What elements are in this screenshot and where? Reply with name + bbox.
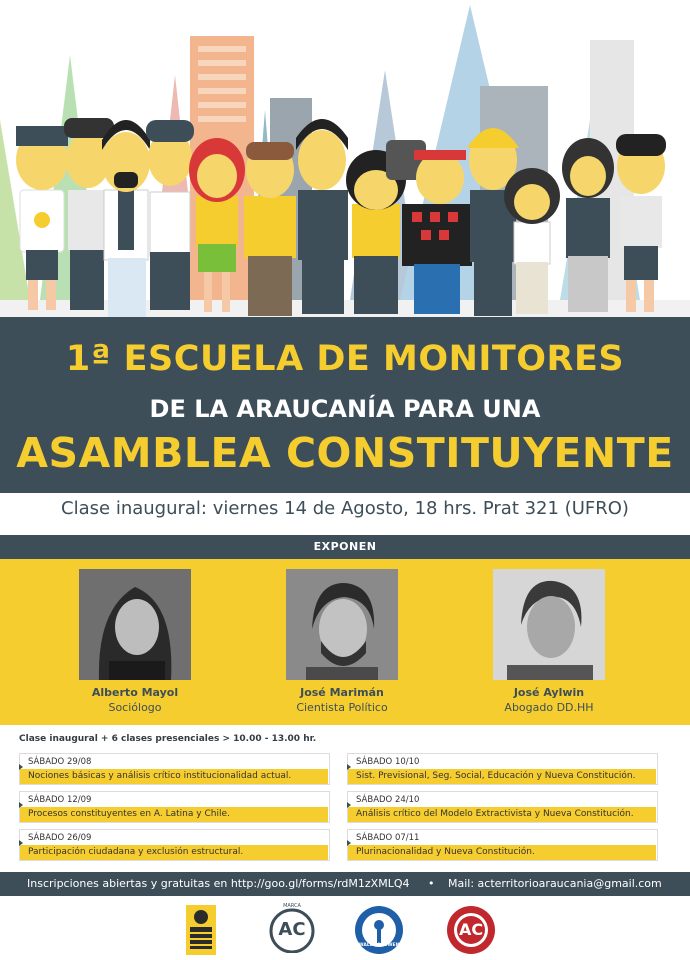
speaker-card: [55, 569, 215, 714]
speaker-card: [469, 569, 629, 714]
class-date: SÁBADO 29/08: [28, 757, 92, 767]
registration-link[interactable]: Inscripciones abiertas y gratuitas en http://goo.gl/forms/rdM1zXMLQ4: [27, 877, 410, 890]
contact-bar: [0, 872, 690, 896]
email-link[interactable]: Mail: acterritorioaraucania@gmail.com: [448, 877, 662, 890]
class-topic: Participación ciudadana y exclusión estructural.: [20, 845, 328, 860]
speaker-photo: [79, 569, 191, 680]
title-line-3: ASAMBLEA CONSTITUYENTE: [16, 429, 674, 477]
schedule-header: Clase inaugural + 6 clases presenciales > 10.00 - 13.00 hr.: [19, 734, 317, 744]
class-topic: Análisis crítico del Modelo Extractivista y Nueva Constitución.: [348, 807, 656, 822]
university-crest-logo: [186, 905, 216, 955]
speaker-photo: [286, 569, 398, 680]
class-date: SÁBADO 26/09: [28, 833, 92, 843]
schedule-section: [0, 725, 690, 872]
speaker-photo: [493, 569, 605, 680]
speaker-name: José Aylwin: [513, 686, 585, 699]
speaker-name: José Marimán: [300, 686, 384, 699]
title-line-1: 1ª ESCUELA DE MONITORES: [65, 339, 625, 379]
speaker-card: [262, 569, 422, 714]
class-date: SÁBADO 07/11: [356, 833, 420, 843]
speaker-role: Cientista Político: [296, 701, 388, 714]
speakers-section: [0, 559, 690, 725]
class-topic: Nociones básicas y análisis crítico institucionalidad actual.: [20, 769, 328, 784]
title-band: [0, 317, 690, 493]
class-topic: Procesos constituyentes en A. Latina y Chile.: [20, 807, 328, 822]
class-topic: Sist. Previsional, Seg. Social, Educación y Nueva Constitución.: [348, 769, 656, 784]
class-item: [347, 753, 658, 785]
speakers-header: EXPONEN: [0, 535, 690, 559]
class-item: [19, 791, 330, 823]
marca-ac-logo: [268, 905, 316, 953]
inaugural-class-info: Clase inaugural: viernes 14 de Agosto, 18 hrs. Prat 321 (UFRO): [61, 498, 629, 519]
speaker-role: Sociólogo: [108, 701, 162, 714]
class-date: SÁBADO 12/09: [28, 795, 92, 805]
movimiento-ac-monogram: AC: [458, 920, 484, 939]
class-item: [347, 791, 658, 823]
speaker-role: Abogado DD.HH: [504, 701, 594, 714]
title-line-2: DE LA ARAUCANÍA PARA UNA: [149, 395, 541, 423]
hero-illustration: [0, 0, 690, 322]
wallmapuwen-text: WALLMAPUWEN: [358, 943, 400, 948]
class-item: [347, 829, 658, 861]
movimiento-ac-logo: [446, 905, 496, 955]
speaker-name: Alberto Mayol: [91, 686, 179, 699]
sponsor-logos: [0, 896, 690, 960]
separator-dot: •: [428, 877, 435, 890]
class-item: [19, 829, 330, 861]
class-item: [19, 753, 330, 785]
wallmapuwen-logo: [354, 905, 404, 955]
class-topic: Plurinacionalidad y Nueva Constitución.: [348, 845, 656, 860]
class-date: SÁBADO 10/10: [356, 757, 420, 767]
marca-ac-top-text: MARCA: [283, 903, 301, 909]
class-date: SÁBADO 24/10: [356, 795, 420, 805]
people-crowd-illustration: [0, 0, 690, 322]
marca-ac-monogram: AC: [278, 919, 306, 940]
